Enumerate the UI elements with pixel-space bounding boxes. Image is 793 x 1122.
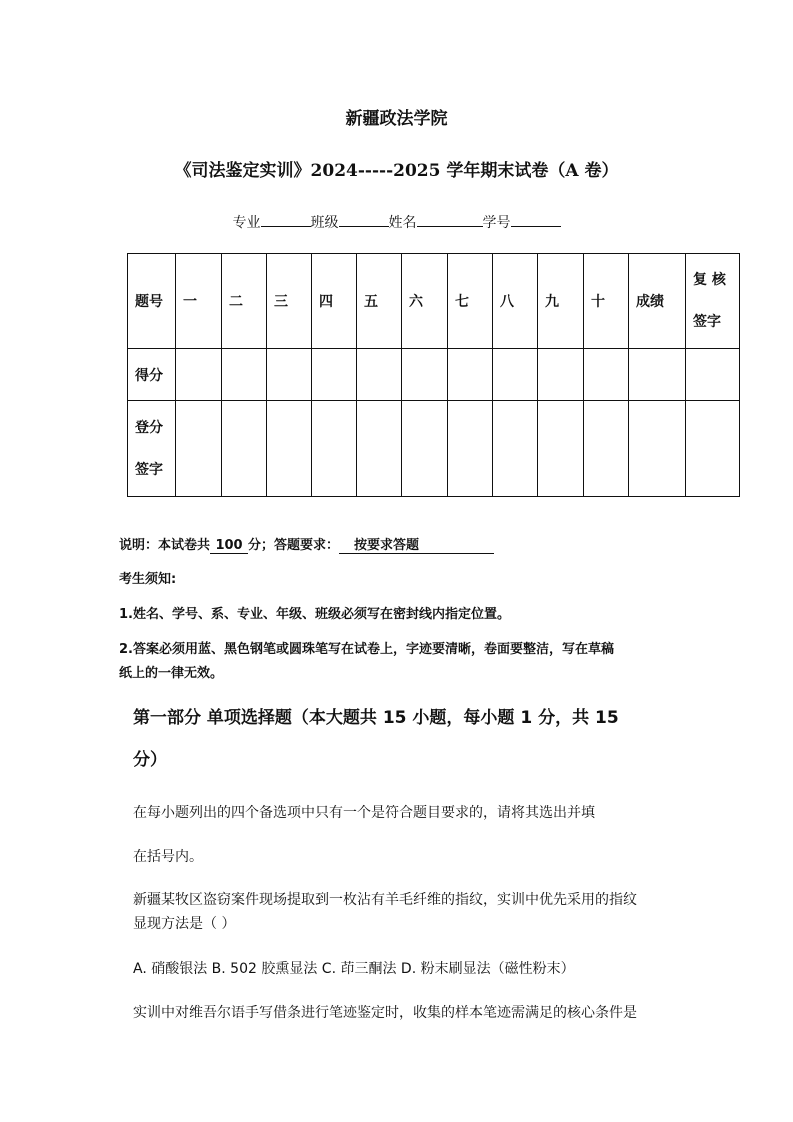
section-heading-line2: 分） bbox=[133, 750, 167, 770]
score-label: 得分 bbox=[128, 349, 176, 401]
signature-cell[interactable] bbox=[267, 401, 312, 497]
signature-cell[interactable] bbox=[176, 401, 222, 497]
requirement-value: 按要求答题 bbox=[339, 534, 494, 554]
name-blank[interactable] bbox=[417, 212, 483, 227]
score-cell[interactable] bbox=[448, 349, 493, 401]
class-blank[interactable] bbox=[339, 212, 389, 227]
rule-2-line1: 2.答案必须用蓝、黑色钢笔或圆珠笔写在试卷上，字迹要清晰，卷面要整洁，写在草稿 bbox=[119, 642, 614, 657]
score-cell[interactable] bbox=[357, 349, 402, 401]
score-table bbox=[127, 253, 740, 497]
signature-cell[interactable] bbox=[402, 401, 448, 497]
rule-1: 1.姓名、学号、系、专业、年级、班级必须写在密封线内指定位置。 bbox=[119, 607, 510, 622]
score-cell[interactable] bbox=[176, 349, 222, 401]
column-header: 六 bbox=[402, 254, 448, 349]
signature-cell[interactable] bbox=[493, 401, 538, 497]
section-intro-line2: 在括号内。 bbox=[133, 849, 203, 865]
register-line2: 签字 bbox=[135, 461, 163, 478]
review-line1: 复 核 bbox=[693, 272, 726, 288]
signature-cell[interactable] bbox=[357, 401, 402, 497]
score-cell[interactable] bbox=[493, 349, 538, 401]
score-cell[interactable] bbox=[629, 349, 686, 401]
exam-title: 《司法鉴定实训》2024-----2025 学年期末试卷（A 卷） bbox=[174, 161, 619, 181]
score-cell[interactable] bbox=[584, 349, 629, 401]
score-row bbox=[128, 349, 740, 401]
column-header: 八 bbox=[493, 254, 538, 349]
score-cell[interactable] bbox=[312, 349, 357, 401]
signature-cell[interactable] bbox=[584, 401, 629, 497]
review-signature-header bbox=[686, 254, 740, 349]
name-label: 姓名 bbox=[388, 215, 417, 231]
question-1-line1: 新疆某牧区盗窃案件现场提取到一枚沾有羊毛纤维的指纹，实训中优先采用的指纹 bbox=[133, 892, 637, 908]
section-heading-line1: 第一部分 单项选择题（本大题共 15 小题，每小题 1 分，共 15 bbox=[133, 708, 619, 728]
major-blank[interactable] bbox=[261, 212, 311, 227]
score-cell[interactable] bbox=[402, 349, 448, 401]
class-label: 班级 bbox=[310, 215, 339, 231]
column-header: 一 bbox=[176, 254, 222, 349]
question-number-label: 题号 bbox=[128, 254, 176, 349]
signature-cell[interactable] bbox=[629, 401, 686, 497]
column-header: 十 bbox=[584, 254, 629, 349]
column-header: 五 bbox=[357, 254, 402, 349]
score-cell[interactable] bbox=[222, 349, 267, 401]
column-header: 二 bbox=[222, 254, 267, 349]
total-score-header: 成绩 bbox=[629, 254, 686, 349]
score-cell[interactable] bbox=[686, 349, 740, 401]
score-cell[interactable] bbox=[267, 349, 312, 401]
instructions-title: 考生须知: bbox=[119, 572, 177, 587]
question-1-line2: 显现方法是（ ） bbox=[133, 916, 236, 932]
score-cell[interactable] bbox=[538, 349, 584, 401]
register-line1: 登分 bbox=[135, 419, 163, 436]
register-signature-label bbox=[128, 401, 176, 497]
desc-prefix: 说明：本试卷共 bbox=[119, 538, 211, 553]
section-intro-line1: 在每小题列出的四个备选项中只有一个是符合题目要求的，请将其选出并填 bbox=[133, 805, 595, 821]
exam-description bbox=[119, 534, 494, 554]
question-number-row bbox=[128, 254, 740, 349]
column-header: 七 bbox=[448, 254, 493, 349]
student-id-label: 学号 bbox=[482, 215, 511, 231]
column-header: 三 bbox=[267, 254, 312, 349]
signature-cell[interactable] bbox=[448, 401, 493, 497]
signature-cell[interactable] bbox=[222, 401, 267, 497]
question-2-line1: 实训中对维吾尔语手写借条进行笔迹鉴定时，收集的样本笔迹需满足的核心条件是 bbox=[133, 1005, 637, 1021]
register-signature-row bbox=[128, 401, 740, 497]
student-id-blank[interactable] bbox=[511, 212, 561, 227]
rule-2-line2: 纸上的一律无效。 bbox=[119, 666, 224, 681]
student-info-line bbox=[0, 212, 793, 232]
review-line2: 签字 bbox=[693, 314, 721, 330]
desc-mid: 分；答题要求： bbox=[248, 538, 340, 553]
major-label: 专业 bbox=[232, 215, 261, 231]
signature-cell[interactable] bbox=[538, 401, 584, 497]
school-name: 新疆政法学院 bbox=[345, 109, 448, 129]
total-score-value: 100 bbox=[210, 538, 248, 554]
signature-cell[interactable] bbox=[686, 401, 740, 497]
question-1-options: A. 硝酸银法 B. 502 胶熏显法 C. 茚三酮法 D. 粉末刷显法（磁性粉末） bbox=[133, 961, 575, 977]
column-header: 四 bbox=[312, 254, 357, 349]
signature-cell[interactable] bbox=[312, 401, 357, 497]
column-header: 九 bbox=[538, 254, 584, 349]
